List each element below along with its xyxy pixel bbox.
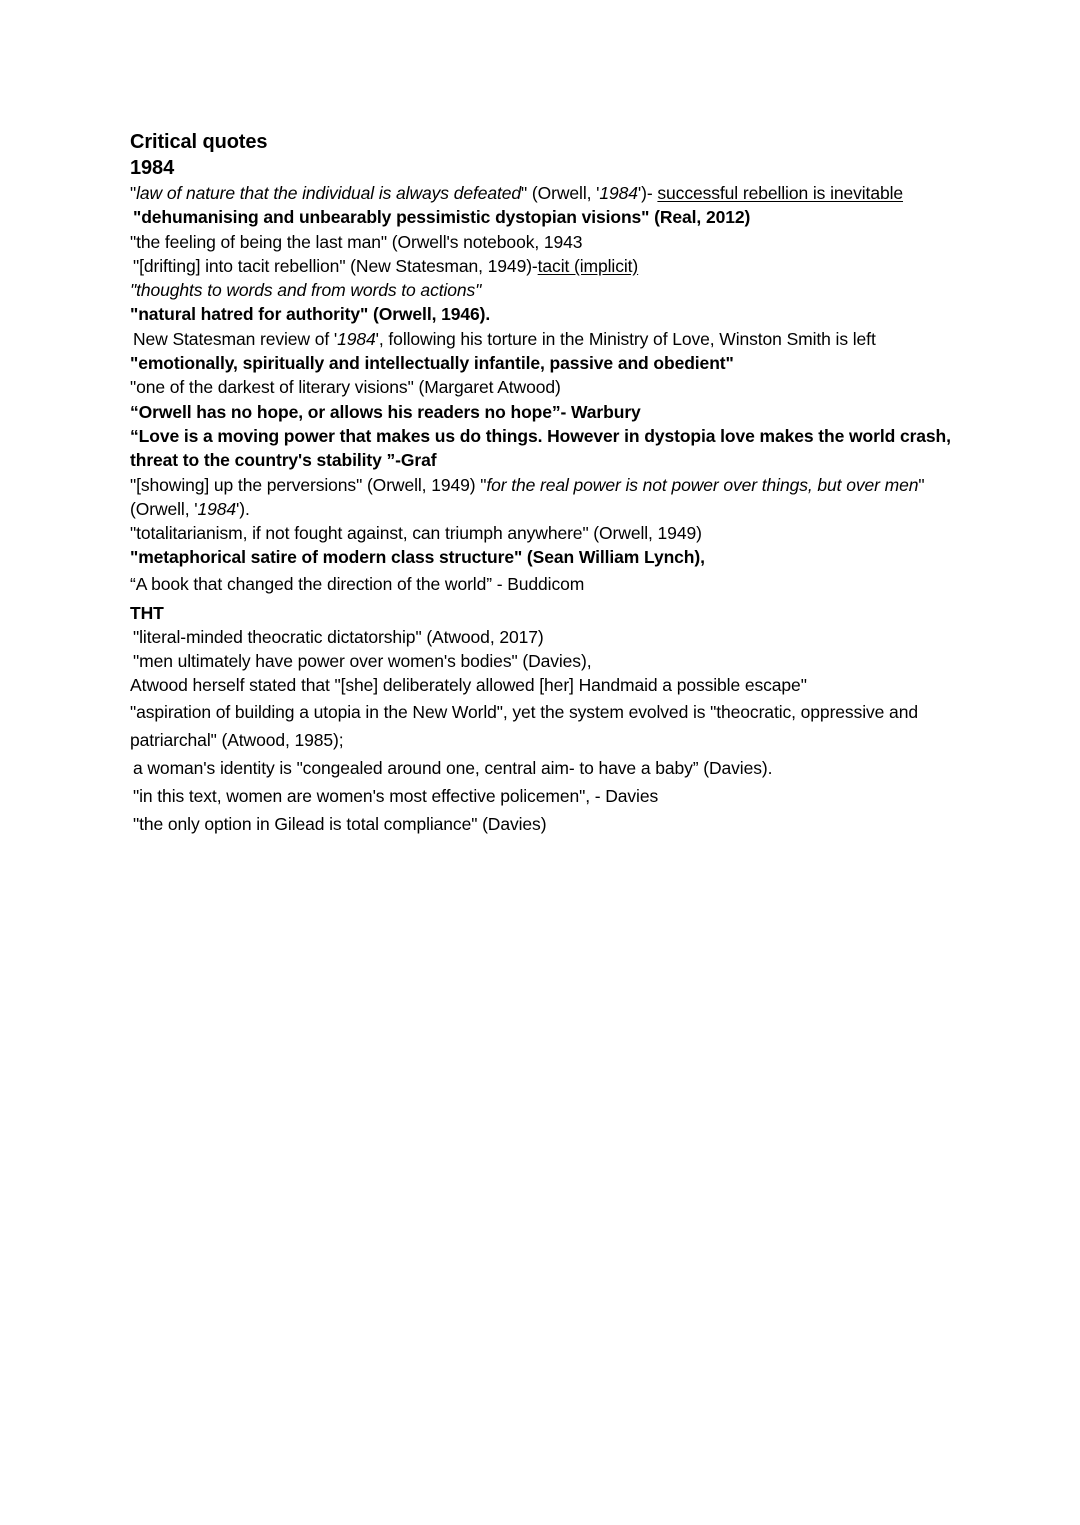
quote-dehumanising: "dehumanising and unbearably pessimistic dystopian visions" (Real, 2012) [133,207,751,228]
quote-text: New Statesman review of ' [133,328,338,349]
quote-citation: " (Orwell, ' [521,183,600,203]
quote-text: "[drifting] into tacit rebellion" (New Statesman, 1949)- [133,255,538,276]
quote-handmaid-escape: Atwood herself stated that "[she] deliberately allowed [her] Handmaid a possible escape" [130,675,807,696]
quote-text: "[showing] up the perversions" (Orwell, 1949) " [130,474,487,495]
document-title: Critical quotes [130,131,268,153]
quote-title-italic: 1984 [337,328,376,349]
quote-note-underlined: successful rebellion is inevitable [657,183,904,203]
quote-tacit-rebellion [130,254,960,278]
quote-love-moving-power: “Love is a moving power that makes us do things. However in dystopia love makes the world crash, threat to the country's stability ”-Graf [130,425,951,471]
quote-text-end: ', following his torture in the Ministry of Love, Winston Smith is left [375,328,876,349]
quote-citation: " (Orwell, ' [130,474,925,519]
quote-thoughts-to-words: "thoughts to words and from words to actions" [130,280,482,301]
quote-emotionally-infantile: "emotionally, spiritually and intellectually infantile, passive and obedient" [130,353,734,374]
quote-power-over-bodies: "men ultimately have power over women's bodies" (Davies), [133,651,592,672]
quote-last-man: "the feeling of being the last man" (Orwell's notebook, 1943 [130,231,583,252]
quote-metaphorical-satire: "metaphorical satire of modern class structure" (Sean William Lynch), [130,547,705,568]
quote-text: " [130,183,137,203]
quote-natural-hatred: "natural hatred for authority" (Orwell, 1946). [130,304,491,325]
quote-women-policemen: "in this text, women are women's most effective policemen", - Davies [133,785,659,806]
quote-darkest-visions: "one of the darkest of literary visions" (Margaret Atwood) [130,377,561,398]
quote-citation-title: 1984 [197,498,237,519]
quote-utopia-new-world: "aspiration of building a utopia in the New World", yet the system evolved is "theocratic, oppressive and patriarchal" (Atwood, 1985); [130,701,918,750]
section-heading-tht: THT [130,602,164,623]
quote-citation-title: 1984 [599,183,638,203]
quote-showing-perversions [130,473,960,522]
quote-totalitarianism: "totalitarianism, if not fought against, can triumph anywhere" (Orwell, 1949) [130,523,702,544]
quote-womans-identity: a woman's identity is "congealed around one, central aim- to have a baby” (Davies). [133,757,773,778]
quote-total-compliance: "the only option in Gilead is total compliance" (Davies) [133,813,547,834]
document-page [130,129,960,838]
quote-italic: for the real power is not power over things, but over men [486,474,919,495]
quote-book-changed-world: “A book that changed the direction of the world” - Buddicom [130,573,585,594]
quote-new-statesman-review [130,327,960,351]
quote-note-underlined: tacit (implicit) [537,255,639,276]
quote-theocratic-dictatorship: "literal-minded theocratic dictatorship" (Atwood, 2017) [133,626,544,647]
quote-law-of-nature [130,181,960,205]
quote-italic: law of nature that the individual is always defeated [136,183,522,203]
section-heading-1984: 1984 [130,157,175,179]
quote-citation-end: ')- [637,183,658,203]
quote-citation-end: '). [236,498,250,519]
quote-orwell-no-hope: “Orwell has no hope, or allows his readers no hope”- Warbury [130,401,641,422]
